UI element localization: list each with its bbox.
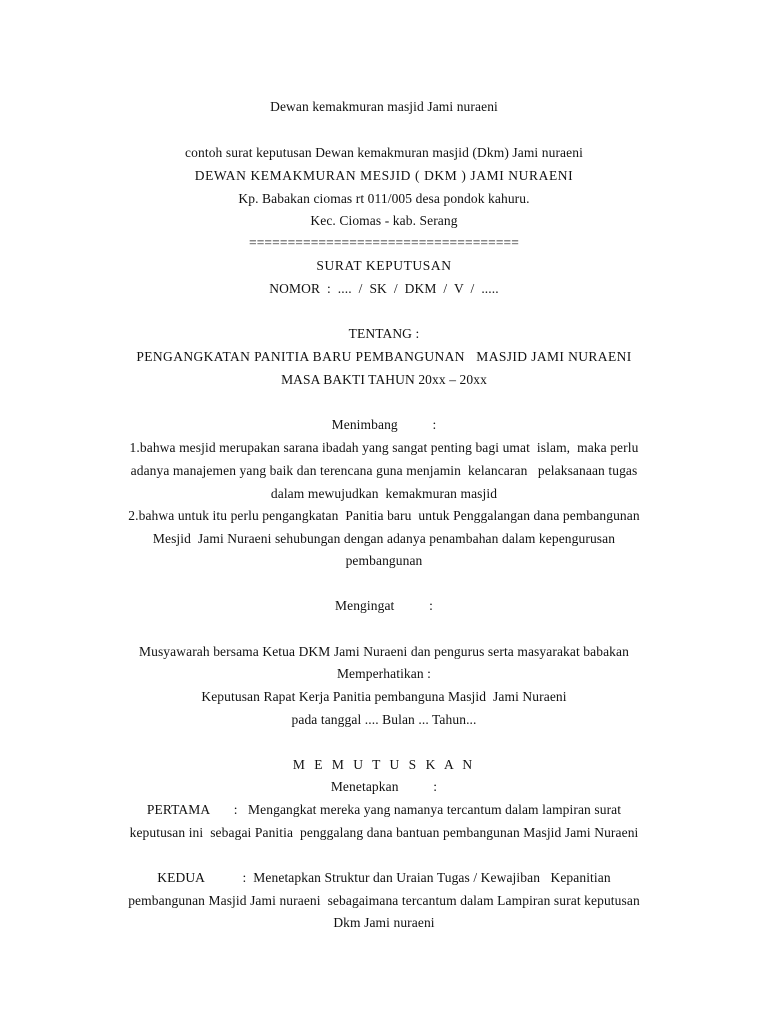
intro-line: contoh surat keputusan Dewan kemakmuran masjid (Dkm) Jami nuraeni (185, 145, 583, 160)
noting-label: Memperhatikan : (336, 666, 432, 681)
considering-1-line-2: adanya manajemen yang baik dan terencana guna menjamin kelancaran pelaksanaan tugas (130, 463, 638, 478)
recalling-label: Mengingat : (335, 598, 433, 613)
second-decision-line-3: Dkm Jami nuraeni (333, 915, 435, 930)
address-line-1: Kp. Babakan ciomas rt 011/005 desa pondok kahuru. (238, 191, 530, 206)
about-title: PENGANGKATAN PANITIA BARU PEMBANGUNAN MASJID JAMI NURAENI (136, 349, 632, 364)
decide-label: M E M U T U S K A N (292, 757, 476, 772)
first-decision-line-1: PERTAMA : Mengangkat mereka yang namanya tercantum dalam lampiran surat (146, 802, 622, 817)
about-period: MASA BAKTI TAHUN 20xx – 20xx (281, 372, 487, 387)
second-decision-line-2: pembangunan Masjid Jami nuraeni sebagaimana tercantum dalam Lampiran surat keputusan (128, 893, 640, 908)
document-number: NOMOR : .... / SK / DKM / V / ..... (269, 281, 499, 296)
organization-name: DEWAN KEMAKMURAN MESJID ( DKM ) JAMI NURAENI (194, 168, 574, 183)
header-line: Dewan kemakmuran masjid Jami nuraeni (270, 99, 498, 114)
about-label: TENTANG : (348, 326, 420, 341)
considering-2-line-2: Mesjid Jami Nuraeni sehubungan dengan adanya penambahan dalam kepengurusan (152, 531, 616, 546)
address-line-2: Kec. Ciomas - kab. Serang (310, 213, 458, 228)
noting-text-2: pada tanggal .... Bulan ... Tahun... (291, 712, 477, 727)
considering-label: Menimbang : (331, 417, 437, 432)
second-decision-line-1: KEDUA : Menetapkan Struktur dan Uraian Tugas / Kewajiban Kepanitian (157, 870, 611, 885)
separator-line: =================================== (249, 235, 519, 250)
considering-1-line-3: dalam mewujudkan kemakmuran masjid (270, 486, 498, 501)
considering-1-line-1: 1.bahwa mesjid merupakan sarana ibadah yang sangat penting bagi umat islam, maka perlu (129, 440, 639, 455)
establish-label: Menetapkan : (330, 779, 438, 794)
recalling-text: Musyawarah bersama Ketua DKM Jami Nuraeni dan pengurus serta masyarakat babakan (139, 644, 629, 659)
considering-2-line-3: pembangunan (345, 553, 423, 568)
considering-2-line-1: 2.bahwa untuk itu perlu pengangkatan Panitia baru untuk Penggalangan dana pembangunan (128, 508, 640, 523)
document-type: SURAT KEPUTUSAN (316, 258, 452, 273)
first-decision-line-2: keputusan ini sebagai Panitia penggalang dana bantuan pembangunan Masjid Jami Nuraeni (129, 825, 639, 840)
noting-text-1: Keputusan Rapat Kerja Panitia pembanguna Masjid Jami Nuraeni (201, 689, 567, 704)
